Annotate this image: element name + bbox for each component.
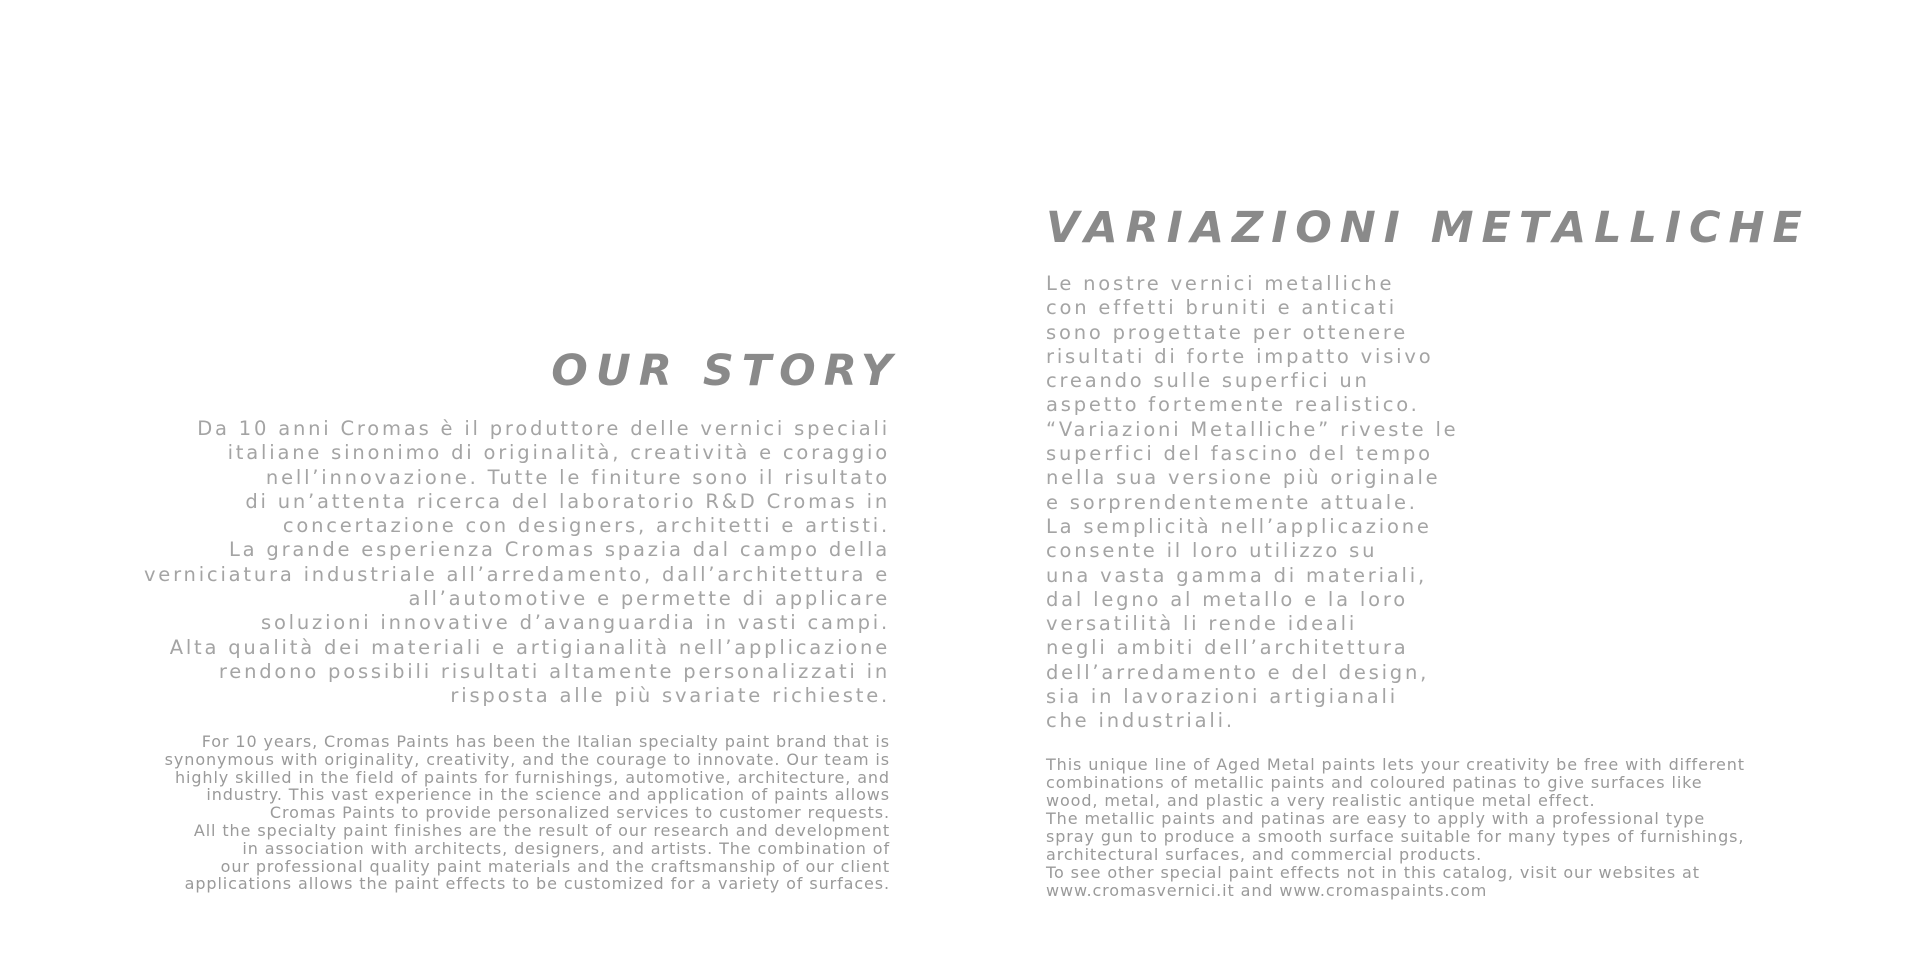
text-line: La grande esperienza Cromas spazia dal campo della: [229, 538, 890, 562]
text-line: che industriali.: [1046, 709, 1235, 733]
text-line: For 10 years, Cromas Paints has been the Italian specialty paint brand that is: [201, 732, 890, 751]
text-line: italiane sinonimo di originalità, creatività e coraggio: [227, 441, 890, 465]
text-line: Da 10 anni Cromas è il produttore delle vernici speciali: [197, 417, 890, 440]
text-line: Le nostre vernici metalliche: [1046, 272, 1395, 295]
text-line: industry. This vast experience in the science and application of paints allows: [206, 785, 890, 805]
text-line: Cromas Paints to provide personalized services to customer requests.: [269, 803, 890, 823]
text-line: risultati di forte impatto visivo: [1046, 344, 1434, 368]
text-line: synonymous with originality, creativity, and the courage to innovate. Our team is: [164, 749, 890, 769]
text-line: rendono possibili risultati altamente personalizzati in: [218, 659, 890, 683]
right-page: [960, 0, 1920, 960]
text-line: “Variazioni Metalliche” riveste le: [1046, 417, 1459, 441]
text-line: This unique line of Aged Metal paints lets your creativity be free with different: [1046, 755, 1745, 774]
text-line: The metallic paints and patinas are easy to apply with a professional type: [1046, 809, 1706, 828]
text-line: All the specialty paint finishes are the result of our research and development: [193, 820, 890, 840]
text-line: verniciatura industriale all’arredamento, dall’architettura e: [143, 562, 890, 586]
text-line: superfici del fascino del tempo: [1046, 442, 1433, 466]
text-line: creando sulle superfici un: [1046, 369, 1370, 393]
our-story-italian-text: [144, 417, 890, 709]
variazioni-italian-text: [1046, 272, 1458, 734]
text-line: highly skilled in the field of paints for furnishings, automotive, architecture, and: [174, 767, 890, 787]
text-line: our professional quality paint materials and the craftsmanship of our client: [220, 856, 890, 876]
text-line: risposta alle più svariate richieste.: [450, 684, 890, 708]
text-line: combinations of metallic paints and coloured patinas to give surfaces like: [1046, 773, 1703, 792]
text-line: all’automotive e permette di applicare: [408, 587, 890, 611]
text-line: sia in lavorazioni artigianali: [1046, 685, 1398, 709]
text-line: To see other special paint effects not in this catalog, visit our websites at: [1046, 863, 1700, 882]
text-line: con effetti bruniti e anticati: [1046, 296, 1397, 320]
text-line: spray gun to produce a smooth surface suitable for many types of furnishings,: [1046, 827, 1745, 846]
text-line: architectural surfaces, and commercial products.: [1046, 845, 1483, 864]
text-line: consente il loro utilizzo su: [1046, 539, 1378, 563]
text-line: dal legno al metallo e la loro: [1046, 587, 1408, 611]
text-line: La semplicità nell’applicazione: [1046, 514, 1432, 538]
text-line: in association with architects, designers, and artists. The combination of: [242, 838, 890, 858]
text-line: di un’attenta ricerca del laboratorio R&D Cromas in: [245, 489, 890, 513]
text-line: una vasta gamma di materiali,: [1046, 563, 1427, 587]
text-line: dell’arredamento e del design,: [1046, 660, 1430, 684]
text-line: sono progettate per ottenere: [1046, 320, 1409, 344]
our-story-title: OUR STORY: [551, 346, 900, 396]
text-line: nella sua versione più originale: [1046, 466, 1441, 490]
text-line: versatilità li rende ideali: [1046, 612, 1358, 636]
text-line: soluzioni innovative d’avanguardia in vasti campi.: [260, 611, 890, 635]
text-line: e sorprendentemente attuale.: [1046, 490, 1418, 514]
our-story-english-text: [165, 733, 890, 893]
text-line: nell’innovazione. Tutte le finiture sono il risultato: [265, 465, 890, 489]
variazioni-english-text: [1046, 756, 1745, 900]
text-line: aspetto fortemente realistico.: [1046, 393, 1420, 417]
text-line: negli ambiti dell’architettura: [1046, 636, 1409, 660]
text-line: concertazione con designers, architetti e artisti.: [282, 514, 890, 538]
text-line: www.cromasvernici.it and www.cromaspaints.com: [1046, 881, 1488, 900]
text-line: applications allows the paint effects to be customized for a variety of surfaces.: [184, 874, 890, 894]
text-line: wood, metal, and plastic a very realistic antique metal effect.: [1046, 791, 1596, 810]
text-line: Alta qualità dei materiali e artigianalità nell’applicazione: [169, 635, 890, 659]
variazioni-metalliche-title: VARIAZIONI METALLICHE: [1046, 203, 1810, 253]
